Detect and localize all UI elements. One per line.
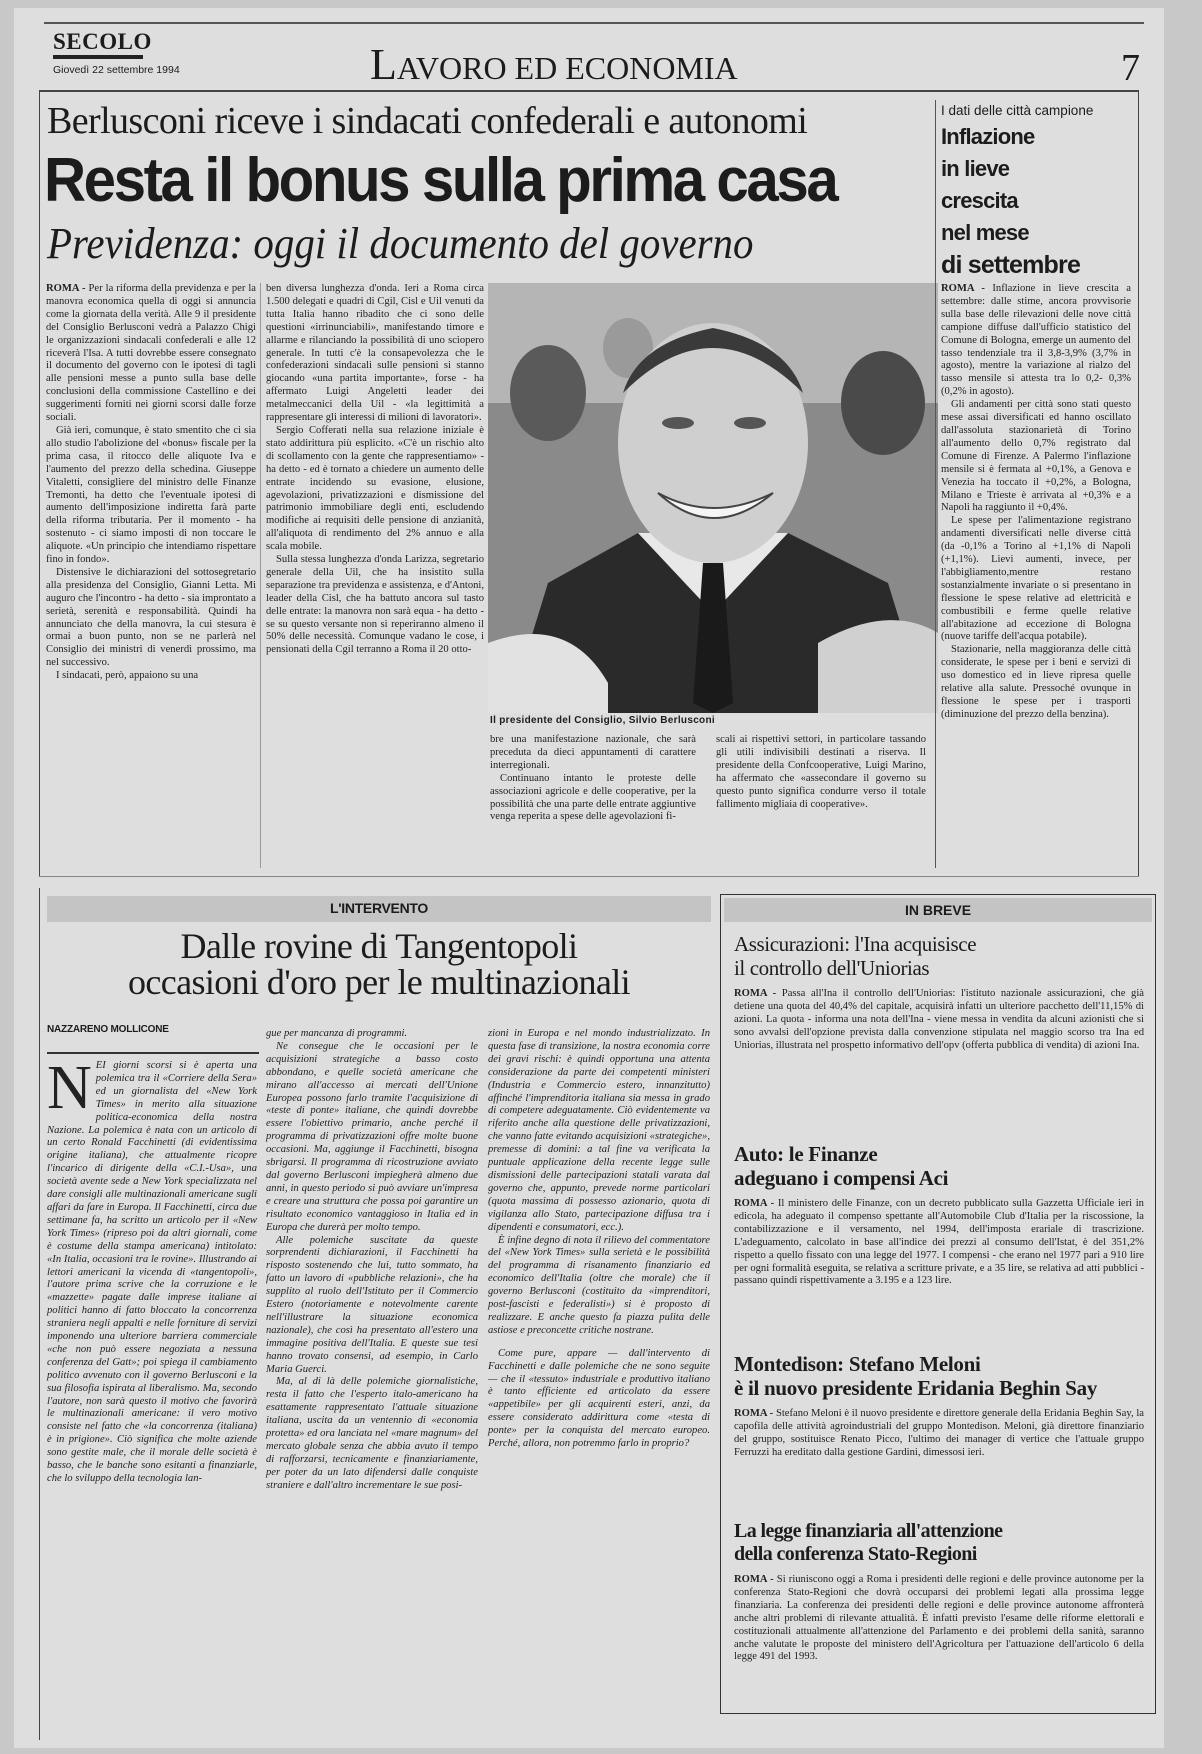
opinion-frame-left (39, 888, 40, 1740)
paper-name-bar (53, 55, 143, 59)
dateline: ROMA - (941, 283, 985, 294)
opinion-author: NAZZARENO MOLLICONE (47, 1024, 169, 1035)
section-title-rest: AVORO ED ECONOMIA (396, 50, 738, 86)
brief-headline: Auto: le Finanze adeguano i compensi Aci (734, 1142, 949, 1190)
berlusconi-photo (488, 283, 938, 713)
brief-body: ROMA - Si riuniscono oggi a Roma i presidenti delle regioni e delle province autonome per la conferenza Stato-Regioni che dovrà occuparsi dei problemi legati alla prossima legge finanziaria. La conferenza dei presidenti delle regioni e delle province autonome affronterà anche altri problemi di rilevante attualità. È infatti previsto l'esame delle riforme elettorali e costituzionali attualmente all'attenzione del Parlamento e dei problemi della sanità, saranno anche valutate le proposte del ministero dell'Agricoltura per l'attuazione dell'articolo 6 della legge 491 del 1993. (734, 1574, 1144, 1663)
lead-frame-left (39, 92, 40, 876)
in-breve-label: IN BREVE (904, 902, 972, 918)
brief-headline: Montedison: Stefano Meloni è il nuovo presidente Eridania Beghin Say (734, 1352, 1098, 1400)
drop-cap: N (47, 1054, 92, 1122)
sidebar-body: ROMA - Inflazione in lieve crescita a settembre: dalle stime, ancora provvisorie sulla base delle rilevazioni delle nove città campione diffuse dall'ufficio statistico del Comune di Bologna, emerge un aumento del tasso tendenziale tra il 3,8-3,9% (3,7% in agosto), mentre la variazione al rialzo del tasso mensile si attesta tra lo 0,2- 0,3% (0,2% in agosto). Gli andamenti per città sono stati questo mese assai diversificati ed hanno oscillato dall'assoluta stazionarietà di Torino all'aumento dello 0,7% registrato dal Comune di Firenze. A Palermo l'inflazione mensile si è fermata al +0,1%, a Genova e Venezia ha toccato il +0,2%, a Bologna, Milano e Trieste è arrivata al +0,3% e a Napoli ha raggiunto il +0,4%. Le spese per l'alimentazione registrano andamenti diversificati nelle diverse città (da -0,1% a Torino al +1,1% di Napoli (+1,1%). Lievi aumenti, invece, per l'abbigliamento,mentre restano sostanzialmente invariate o si presentano in flessione le spese relative ad elettricità e combustibili e ferme quelle relative all'abitazione ad eccezione di Bologna (nuove tariffe dell'acqua potabile). Stazionarie, nella maggioranza delle città considerate, le spese per i beni e servizi di uso domestico ed in lieve ripresa quelle relative alla salute. Pressoché ovunque in flessione le spese per i trasporti (diminuzione del prezzo della benzina). (941, 283, 1131, 720)
lead-bottom-rule (39, 876, 1139, 877)
newspaper-page (14, 8, 1164, 1748)
opinion-column-1: NEI giorni scorsi si è aperta una polemica tra il «Corriere della Sera» ed un giornalista del «New York Times» in merito alla situazione politica-economica della nostra Nazione. La polemica è nata con un articolo di un certo Ronald Facchinetti (di evidentissima origine italiana), che attualmente ricopre l'incarico di dirigente della «C.I.-Usa», una società avente sede a New York specializzata nel dare consigli alle multinazionali americane sugli affari da fare in Europa. Il Facchinetti, circa due settimane fa, ha scritto un articolo per il «New York Times» (ripreso poi da altri giornali, come è costume della stampa americana) intitolato: «In Italia, occasioni tra le rovine». Illustrando ai lettori americani la vicenda di «tangentopoli», l'autore prima scrive che la corruzione e le «mazzette» pagate dalle imprese italiane ai politici hanno di fatto bloccato la concorrenza straniera negli appalti e nelle forniture di servizi imponendo una ulteriore barriera commerciale «che non può essere negoziata a nessuna conferenza del Gatt»; poi spiega il cambiamento politico avvenuto con il governo Berlusconi e la sua filosofia ispirata al liberalismo. Ma, secondo l'autore, non sarà questo il motivo che favorirà le multinazionali americane: il vero motivo consiste nel fatto che «la concorrenza (italiana) è in prigione». Ciò significa che molte aziende sono gestite male, che il morale delle società è basso, che le banche sono esitanti a finanziarle, che lo sviluppo della tecnologia lan- (47, 1054, 257, 1484)
photo-illustration (488, 283, 938, 713)
masthead-rule (39, 90, 1139, 92)
lead-frame-right (1138, 92, 1139, 876)
dateline: ROMA - (46, 283, 86, 294)
brief-body: ROMA - Passa all'Ina il controllo dell'Uniorias: l'istituto nazionale assicurazioni, che già detiene una quota del 40,4% del capitale, acquisirà infatti un ulteriore pacchetto dell'11,15% di azioni. La quota - informa una nota dell'Ina - viene messa in vendita da alcuni azionisti che si sono avvalsi dell'opzione prevista dalla convenzione stipulata nel maggio scorso tra Ina ed Uniorias, illustrata nel prospetto informativo dell'opv (offerta pubblica di vendita) di azioni Ina. (734, 988, 1145, 1051)
brief-item (734, 1352, 1144, 1460)
lead-kicker: Berlusconi riceve i sindacati confederali e autonomi (47, 100, 808, 142)
lead-headline: Resta il bonus sulla prima casa (44, 146, 837, 215)
brief-item (734, 1520, 1144, 1664)
lead-column-1: ROMA - Per la riforma della previdenza e per la manovra economica quella di oggi si annuncia come la giornata della verità. Alle 9 il presidente del Consiglio Berlusconi vedrà a Palazzo Chigi le organizzazioni sindacali confederali e alle 12 riceverà l'Isa. A tutti dovrebbe essere consegnato il documento del governo con le ipotesi di tagli alle pensioni messe a punto sulla base delle conclusioni della commissione Castellino e dei suggerimenti forniti nei giorni scorsi dalle forze sociali. Già ieri, comunque, è stato smentito che ci sia allo studio l'abolizione del «bonus» fiscale per la prima casa, il ritocco delle aliquote Iva e l'aumento del prezzo della schedina. Giuseppe Vitaletti, consigliere del ministro delle Finanze Tremonti, ha detto che l'eventuale ipotesi di aumento dell'imposizione indiretta farà parte della riforma tributaria. Per il momento - ha sostenuto - ci siamo imposti di non toccare le aliquote. «Un principio che intendiamo rispettare fino in fondo». Distensive le dichiarazioni del sottosegretario alla presidenza del Consiglio, Gianni Letta. Mi auguro che l'incontro - ha detto - sia improntato a serietà, serenità e responsabilità. Quindi ha annunciato che della manovra, la cui stesura è ormai a buon punto, non se ne parlerà nel Consiglio dei ministri di venerdì prossimo, ma nel successivo. I sindacati, però, appaiono su una (46, 283, 257, 682)
opinion-section-label: L'INTERVENTO (329, 900, 428, 916)
column-divider (260, 283, 261, 868)
opinion-column-3: zioni in Europa e nel mondo industrializzato. In questa fase di transizione, la nostra economia corre dei gravi rischi: è quindi opportuna una attenta considerazione da parte dei competenti ministeri (Industria e Commercio estero, innanzitutto) affinché l'imprenditoria italiana sia messa in grado di competere adeguatamente. Ciò evidentemente va riferito anche alla questione delle privatizzazioni, che vanno fatte evitando acquisizioni «strategiche», premesse di domini: a tal fine va verificata la puntuale applicazione della recente legge sulle dismissioni delle partecipazioni statali varata dal governo che, appunto, prevede norme particolari (quota massima di possesso azionario, quota di vigilanza allo Stato, partecipazione diffusa tra i dipendenti e consumatori, ecc.). È infine degno di nota il rilievo del commentatore del «New York Times» sulla serietà e le possibilità del programma di risanamento finanziario ed economico dell'Italia (oltre che morale) che il governo Berlusconi (costituito da «imprenditori, post-fascisti e federalisti») si è proposto di realizzare. E anche questo fa piazza pulita delle astiose e preconcette critiche nostrane. Come pure, appare — dall'intervento di Facchinetti e dalle polemiche che ne sono seguite — che il «tessuto» industriale e produttivo italiano è tanto efficiente ed articolato da essere «appetibile» per gli acquirenti esteri, anzi, da essere considerato addirittura come «testa di ponte» per la conquista del mercato europeo. Perché, allora, non potremmo farlo in proprio? (488, 1028, 710, 1450)
opinion-headline: Dalle rovine di Tangentopoli occasioni d'oro per le multinazionali (127, 926, 631, 1002)
lead-column-3: bre una manifestazione nazionale, che sarà preceduta da dieci appuntamenti di carattere interregionali. Continuano intanto le proteste delle associazioni agricole e delle cooperative, per la possibilità che una parte delle entrate aggiuntive venga reperita a spese delle agevolazioni fi- (490, 734, 696, 823)
top-rule (44, 22, 1144, 24)
brief-body: ROMA - Il ministero delle Finanze, con un decreto pubblicato sulla Gazzetta Ufficiale ieri in edicola, ha adeguato il compenso spettante all'Automobile Club d'Italia per la riscossione, la contabilizzazione e il versamento, nel 1994, dell'imposta erariale di trascrizione. L'adeguamento, calcolato in base all'indice dei prezzi al consumo dell'Istat, è del 351,2% rispetto a quello fissato con una legge del 1977. I compensi - che erano nel 1977 pari a 910 lire per ogni formalità eseguita, se relativa a scritture private, e a 35 lire, se relativa ad atti pubblici - passano quindi rispettivamente a 3.195 e a 123 lire. (734, 1198, 1144, 1287)
lead-subhead: Previdenza: oggi il documento del governo (47, 219, 754, 268)
brief-headline: Assicurazioni: l'Ina acquisisce il controllo dell'Uniorias (734, 932, 977, 980)
brief-item (734, 932, 1144, 1053)
photo-caption: Il presidente del Consiglio, Silvio Berlusconi (490, 715, 715, 726)
page-number: 7 (1121, 47, 1140, 89)
sidebar-headline: Inflazione in lieve crescita nel mese di settembre (941, 124, 1081, 279)
section-title-initial: L (370, 40, 397, 89)
issue-date: Giovedì 22 settembre 1994 (53, 64, 180, 76)
lead-column-4: scali ai rispettivi settori, in particolare tassando gli utili indivisibili destinati a riserva. Il presidente della Confcooperative, Luigi Marino, ha affermato che «assecondare il governo su questo punto significa condurre verso il totale fallimento migliaia di cooperative». (716, 734, 926, 810)
sidebar-kicker: I dati delle città campione (941, 103, 1094, 118)
opinion-column-2: gue per mancanza di programmi. Ne consegue che le occasioni per le acquisizioni strategiche a basso costo abbondano, e quelle società americane che mirano all'accesso ai mercati dell'Unione Europea possono farlo tramite l'acquisizione di «teste di ponte» italiane, che quindi dovrebbe essere l'obiettivo primario, anche perché il programma di privatizzazioni offre molte buone occasioni. Ma, aggiunge il Facchinetti, bisogna sbrigarsi. Il programma di ricostruzione avviato dal governo Berlusconi impiegherà almeno due anni, in questo periodo si può avviare un'impresa e creare una struttura che possa poi garantire un risultato economico vantaggioso in Italia ed in Europa che durerà per molto tempo. Alle polemiche suscitate da queste sorprendenti dichiarazioni, il Facchinetti ha risposto sostenendo che lui, tutto sommato, ha fatto un lavoro di «pubbliche relazioni», che ha supplito al ruolo dell'Istituto per il Commercio Estero (notoriamente e notevolmente carente nell'illustrare la situazione economica nazionale), che così ha presentato all'estero una immagine positiva dell'Italia. E queste sue tesi hanno trovato consensi, ad esempio, in Carlo Maria Guerci. Ma, al di là delle polemiche giornalistiche, resta il fatto che l'esperto italo-americano ha esattamente rappresentato l'attuale situazione italiana, uscita da un ventennio di «economia protetta» ed ora lanciata nel «mare magnum» del mercato globale senza che abbia avuto il tempo di rafforzarsi, tecnicamente e finanziariamente, per poter da un lato difendersi dalle conquiste straniere e dall'altro incrementare le sue posi- (266, 1028, 478, 1491)
sidebar-divider (935, 100, 936, 868)
brief-headline: La legge finanziaria all'attenzione della conferenza Stato-Regioni (734, 1520, 1003, 1565)
paper-name: SECOLO (53, 29, 152, 54)
brief-body: ROMA - Stefano Meloni è il nuovo presidente e direttore generale della Eridania Beghin Say, la capofila delle attività agroindustriali del gruppo Montedison. Meloni, già direttore finanziario del gruppo, sostituisce Renato Picco, l'ultimo dei manager di vertice che l'attuale gruppo Ferruzzi ha ereditato dalla gestione Gardini, dimessosi ieri. (734, 1408, 1144, 1458)
lead-column-2: ben diversa lunghezza d'onda. Ieri a Roma circa 1.500 delegati e quadri di Cgil, Cisl e Uil venuti da tutta Italia hanno ribadito che ci sono delle questioni «irrinunciabili», manifestando timore e allarme e rilanciando la possibilità di uno sciopero generale. In tutti c'è la consapevolezza che le confederazioni sindacali sulle pensioni si stanno giocando «una partita importante», forse - ha affermato Luigi Angeletti leader dei metalmeccanici della Uil - «la legittimità a rappresentare gli interessi di milioni di lavoratori». Sergio Cofferati nella sua relazione iniziale è stato addirittura più esplicito. «C'è un rischio alto di scollamento con la gente che rappresentiamo» - ha detto - ed è tornato a chiedere un aumento delle entrate incidendo su evasione, elusione, agevolazioni, privatizzazioni e dismissione del patrimonio immobiliare degli enti, escludendo modifiche ai requisiti delle pensione di anzianità, all'aliquota di rendimento del 2% annuo e alla scala mobile. Sulla stessa lunghezza d'onda Larizza, segretario generale della Uil, che ha insistito sulla separazione tra previdenza e assistenza, e d'Antoni, leader della Cisl, che ha battuto ancora sul tasto delle entrate: la manovra non sarà equa - ha detto - se su questo versante non si reperiranno almeno il 50% delle necessità. Comunque vadano le cose, i pensionati della Cgil terranno a Roma il 20 otto- (266, 283, 484, 656)
brief-item (734, 1142, 1144, 1288)
